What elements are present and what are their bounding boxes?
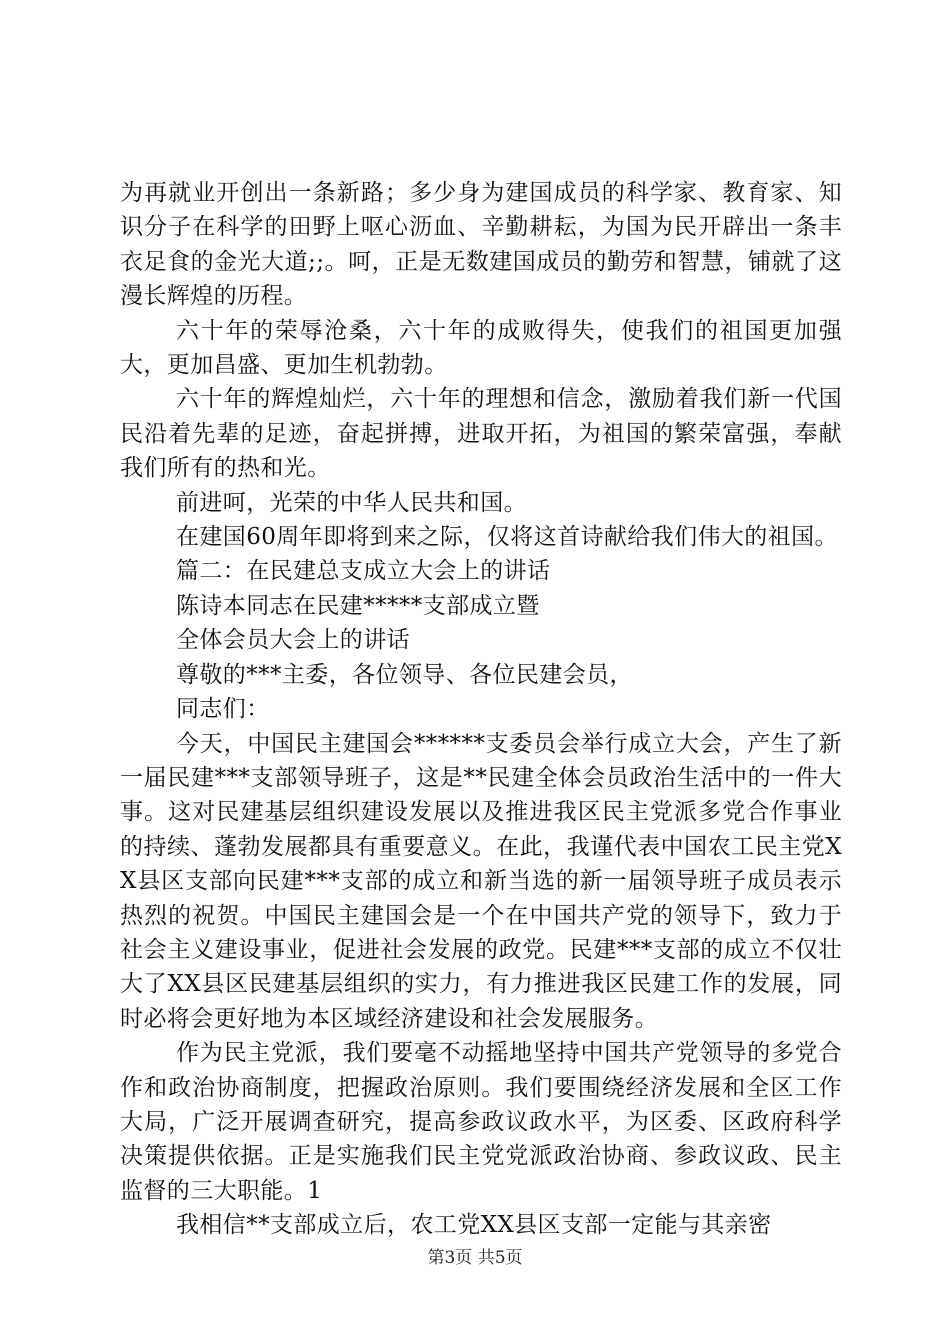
paragraph: 在建国60周年即将到来之际，仅将这首诗献给我们伟大的祖国。: [176, 524, 838, 551]
page-number-footer: 第3页 共5页: [427, 1248, 523, 1268]
paragraph: 今天，中国民主建国会******支委员会举行成立大会，产生了新一届民建***支部领导班子，这是**民建全体会员政治生活中的一件大事。这对民建基层组织建设发展以及推进我区民主党派多党合作事业的持续、蓬勃发展都具有重要意义。在此，我谨代表中国农工民主党XX县区支部向民建***支部的成立和新当选的新一届领导班子成员表示热烈的祝贺。中国民主建国会是一个在中国共产党的领导下，致力于社会主义建设事业，促进社会发展的政党。民建***支部的成立不仅壮大了XX县区民建基层组织的实力，有力推进我区民建工作的发展，同时必将会更好地为本区域经济建设和社会发展服务。: [120, 730, 842, 1032]
section-heading: 篇二：在民建总支成立大会上的讲话: [176, 558, 551, 585]
document-body: [120, 176, 842, 1243]
paragraph: 六十年的荣辱沧桑，六十年的成败得失，使我们的祖国更加强大，更加昌盛、更加生机勃勃。: [120, 317, 842, 379]
salutation-comrades: 同志们：: [176, 696, 270, 723]
paragraph: 作为民主党派，我们要毫不动摇地坚持中国共产党领导的多党合作和政治协商制度，把握政治原则。我们要围绕经济发展和全区工作大局，广泛开展调查研究，提高参政议政水平，为区委、区政府科学决策提供依据。正是实施我们民主党党派政治协商、参政议政、民主监督的三大职能。1: [120, 1040, 842, 1204]
paragraph: 我相信**支部成立后，农工党XX县区支部一定能与其亲密: [176, 1212, 772, 1239]
speech-title-line-1: 陈诗本同志在民建*****支部成立暨: [176, 592, 540, 619]
speech-title-line-2: 全体会员大会上的讲话: [176, 627, 410, 654]
paragraph-continuation: 为再就业开创出一条新路；多少身为建国成员的科学家、教育家、知识分子在科学的田野上呕心沥血、辛勤耕耘，为国为民开辟出一条丰衣足食的金光大道;;。呵，正是无数建国成员的勤劳和智慧，铺就了这漫长辉煌的历程。: [120, 180, 842, 310]
paragraph: 前进呵，光荣的中华人民共和国。: [176, 489, 527, 516]
salutation: 尊敬的***主委，各位领导、各位民建会员，: [176, 661, 633, 688]
paragraph: 六十年的辉煌灿烂，六十年的理想和信念，激励着我们新一代国民沿着先辈的足迹，奋起拼搏，进取开拓，为祖国的繁荣富强，奉献我们所有的热和光。: [120, 386, 842, 482]
